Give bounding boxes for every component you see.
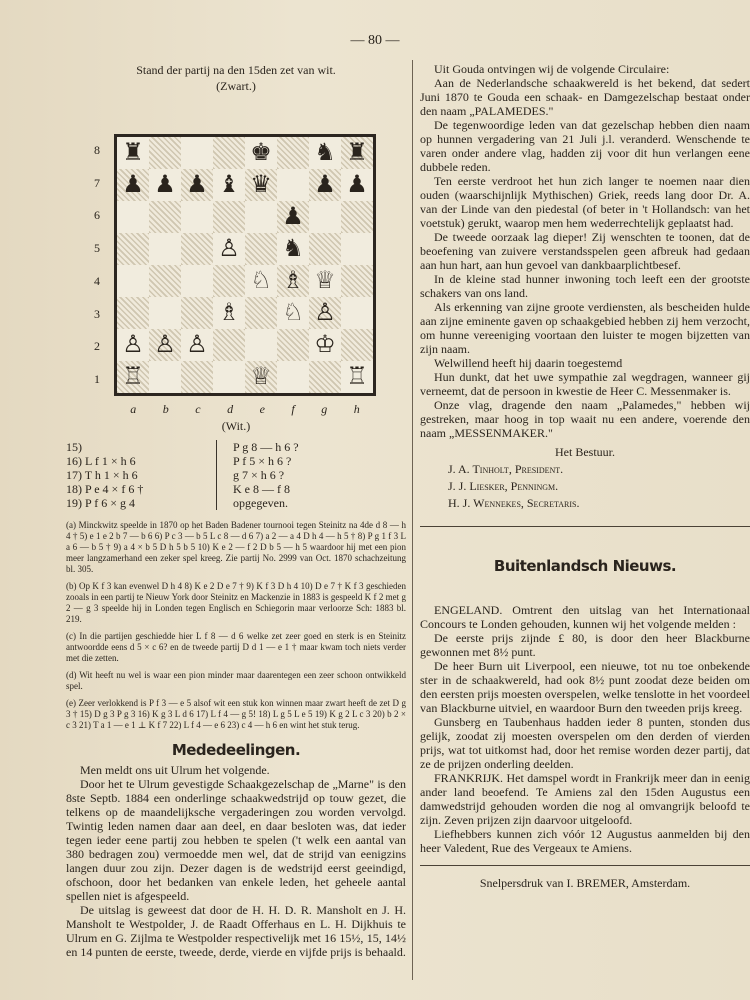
board-square: [277, 265, 309, 297]
chess-piece-icon: ♘: [282, 300, 304, 326]
printer-line: Snelpersdruk van I. BREMER, Amsterdam.: [479, 876, 691, 890]
chess-piece-icon: ♙: [154, 332, 176, 358]
board-square: [341, 361, 373, 393]
rank-label: 4: [94, 273, 100, 288]
board-square: [245, 169, 277, 201]
signature-block: [420, 444, 750, 512]
buitenland-paragraph: FRANKRIJK. Het damspel wordt in Frankrijk meer dan in eenig ander land beoefend. Te Amiens zal den 15den Augustus een damwedstrijd gehouden worden die nog al omvangrijk beloofd te zijn. Zeven prijzen zijn daarvoor uitgeloofd.: [420, 771, 750, 827]
board-square: [245, 233, 277, 265]
rank-label: 6: [94, 208, 100, 223]
chess-piece-icon: ♕: [314, 268, 336, 294]
chess-piece-icon: ♖: [346, 364, 368, 390]
board-square: [149, 361, 181, 393]
right-column: [420, 62, 750, 891]
board-square: [309, 169, 341, 201]
chess-piece-icon: ♕: [250, 364, 272, 390]
note-paragraph: (a) Minckwitz speelde in 1870 op het Baden Badener tournooi tegen Steinitz na 4de d 8 — h 4 † 5) e 1 e 2 b 7 — b 6 6) P c 3 — b 5 L c 8 — d 6 7) a 2 — a 4 D h 4 — h 5 † 8) P g 1 f 3 L a 6 — b 5 † 9) a 4 × b 5 D h 5 b 5 10) K e 2 — f 2 D b 5 — h 5 waardoor hij met een pion meer langzamerhand een zeker spel kreeg. Zie partij No. 2999 van Oct. 1870 schachzeitung bl. 305.: [66, 520, 406, 574]
board-square: [277, 169, 309, 201]
board-square: [117, 265, 149, 297]
gouda-paragraph: Aan de Nederlandsche schaakwereld is het bekend, dat sedert Juni 1870 te Gouda een schaak- en Damgezelschap bestaat onder den naam „PALAMEDES.": [420, 76, 750, 118]
buitenland-paragraph: De eerste prijs zijnde £ 80, is door den heer Blackburne gewonnen met 8½ punt.: [420, 631, 750, 659]
board-square: [245, 137, 277, 169]
board-square: [341, 265, 373, 297]
chess-piece-icon: ♟: [154, 172, 176, 198]
chess-piece-icon: ♔: [314, 332, 336, 358]
rank-label: 3: [94, 306, 100, 321]
board-square: [117, 329, 149, 361]
board-square: [117, 169, 149, 201]
black-move: P f 5 × h 6 ?: [233, 454, 292, 468]
black-move: opgegeven.: [233, 496, 288, 510]
board-square: [277, 297, 309, 329]
chess-piece-icon: ♙: [218, 236, 240, 262]
board-square: [213, 201, 245, 233]
board-square: [117, 137, 149, 169]
board-square: [213, 169, 245, 201]
note-paragraph: (b) Op K f 3 kan evenwel D h 4 8) K e 2 D e 7 † 9) K f 3 D h 4 10) D e 7 † K f 3 geschieden zooals in een partij te Nieuw York door Steinitz en Mackenzie in 1883 is gespeeld K f 2 met g 2 — g 3 speelde hij in Londen tegen Englisch en Schiegorin maar verloorze Sch: 1883 bl. 219.: [66, 581, 406, 624]
signatory-2: J. J. Liesker, Penningm.: [448, 479, 559, 493]
mededeelingen-paragraph: Men meldt ons uit Ulrum het volgende.: [80, 763, 270, 777]
column-divider: [412, 60, 413, 980]
board-square: [277, 329, 309, 361]
board-square: [149, 329, 181, 361]
white-move: 18) P e 4 × f 6 †: [66, 482, 144, 496]
chess-piece-icon: ♞: [314, 140, 336, 166]
gouda-paragraph: Welwillend heeft hij daarin toegestemd: [434, 356, 623, 370]
board-square: [309, 265, 341, 297]
file-label: e: [259, 402, 265, 416]
section-rule: [420, 526, 750, 527]
diagram-caption: Stand der partij na den 15den zet van wit.: [136, 63, 336, 77]
board-square: [341, 169, 373, 201]
white-label: (Wit.): [221, 419, 251, 433]
board-square: [149, 297, 181, 329]
gouda-paragraph: De tweede oorzaak lag dieper! Zij wenschten te toonen, dat de beoefening van zuivere verstandsspelen geen afbreuk had gedaan aan hun hart, aan hun gevoel van dankbaarplichtbesef.: [420, 230, 750, 272]
rank-label: 1: [94, 372, 100, 387]
file-label: c: [195, 402, 201, 416]
board-square: [149, 201, 181, 233]
note-paragraph: (d) Wit heeft nu wel is waar een pion minder maar daarentegen een zeer schoon ontwikkeld spel.: [66, 670, 406, 691]
signatory-3: H. J. Wennekes, Secretaris.: [448, 496, 580, 510]
chess-piece-icon: ♖: [122, 364, 144, 390]
gouda-paragraph: Onze vlag, dragende den naam „Palamedes," hebben wij gestreken, maar hoog in top waait nu een andere, voerende den naam „MESSENMAKER.": [420, 398, 750, 440]
gouda-paragraph: Uit Gouda ontvingen wij de volgende Circulaire:: [434, 62, 670, 76]
board-square: [309, 297, 341, 329]
black-move: K e 8 — f 8: [233, 482, 290, 496]
chess-piece-icon: ♟: [346, 172, 368, 198]
board-square: [149, 233, 181, 265]
gouda-paragraph: Hun dunkt, dat het uwe sympathie zal wegdragen, wanneer gij verneemt, dat de persoon in kwestie de Heer C. Messenmaker is.: [420, 370, 750, 398]
chess-board: [114, 134, 376, 396]
mededeelingen-body: [66, 763, 406, 959]
chess-piece-icon: ♜: [346, 140, 368, 166]
board-square: [277, 233, 309, 265]
board-square: [341, 137, 373, 169]
board-square: [277, 361, 309, 393]
board-square: [245, 297, 277, 329]
buitenland-body: [420, 603, 750, 855]
chess-piece-icon: ♟: [314, 172, 336, 198]
board-square: [213, 329, 245, 361]
rank-label: 5: [94, 241, 100, 256]
board-square: [149, 265, 181, 297]
chess-piece-icon: ♛: [250, 172, 272, 198]
chess-piece-icon: ♟: [122, 172, 144, 198]
white-move: 16) L f 1 × h 6: [66, 454, 136, 468]
white-move: 15): [66, 440, 82, 454]
gouda-circular: [420, 62, 750, 440]
file-label: a: [130, 402, 137, 416]
board-square: [309, 201, 341, 233]
chess-piece-icon: ♙: [122, 332, 144, 358]
rank-label: 7: [94, 175, 100, 190]
board-square: [181, 169, 213, 201]
white-move: 17) T h 1 × h 6: [66, 468, 138, 482]
file-labels: [117, 402, 373, 417]
board-square: [245, 201, 277, 233]
left-column: [66, 62, 406, 959]
board-square: [181, 329, 213, 361]
move-list: [66, 440, 406, 510]
board-square: [213, 297, 245, 329]
board-square: [213, 137, 245, 169]
buitenland-paragraph: De heer Burn uit Liverpool, een nieuwe, tot nu toe onbekende ster in de schaakwereld, had ook 8½ punt zoodat deze beiden om den eersten prijs moesten overspelen, welke tenslotte in het voordeel van Blackburne uitviel, en waardoor Burn den tweeden prijs kreeg.: [420, 659, 750, 715]
board-square: [277, 201, 309, 233]
mededeelingen-title: Mededeelingen.: [171, 741, 301, 759]
rank-label: 2: [94, 339, 100, 354]
file-label: g: [321, 402, 328, 416]
gouda-paragraph: Als erkenning van zijne groote verdiensten, als bescheiden hulde aan zijne eminente gaven op schaakgebied hebben zij hem verzocht, om hunne vereeniging voortaan den luister te mogen bijzetten van zijn naam.: [420, 300, 750, 356]
chess-piece-icon: ♗: [218, 300, 240, 326]
board-square: [181, 137, 213, 169]
board-square: [245, 329, 277, 361]
black-move: P g 8 — h 6 ?: [233, 440, 299, 454]
black-moves: [217, 440, 367, 510]
signatory-1: J. A. Tinholt, President.: [448, 462, 564, 476]
board-square: [341, 329, 373, 361]
board-square: [181, 201, 213, 233]
board-square: [181, 297, 213, 329]
black-label: (Zwart.): [216, 79, 256, 93]
board-square: [245, 361, 277, 393]
board-square: [149, 169, 181, 201]
footer-rule: [420, 865, 750, 866]
mededeelingen-paragraph: Door het te Ulrum gevestigde Schaakgezelschap de „Marne" is den 8ste Septb. 1884 een onderlinge schaakwedstrijd op touw gezet, die telkens op de maandelijksche vergaderingen zou worden vervolgd. Twintig leden namen daar aan deel, en daar besloten was, dat ieder tegen ieder eene partij zou hebben te spelen ('t welk een aantal van 380 bedragen zou) vermoedde men wel, dat de strijd van eenigzins langen duur zou zijn. Dezer dagen is de wedstrijd eerst geeindigd, ofschoon, door het bedanken van enkele leden, het geheele aantal spellen niet is afgespeeld.: [66, 777, 406, 903]
board-square: [309, 361, 341, 393]
chess-piece-icon: ♜: [122, 140, 144, 166]
buitenland-paragraph: Liefhebbers kunnen zich vóór 12 Augustus aanmelden bij den heer Valedent, Rue des Vergeaux te Amiens.: [420, 827, 750, 855]
chess-piece-icon: ♚: [250, 140, 272, 166]
board-square: [149, 137, 181, 169]
game-notes: [66, 520, 406, 731]
file-label: h: [353, 402, 360, 416]
board-square: [117, 297, 149, 329]
board-square: [309, 233, 341, 265]
board-square: [341, 201, 373, 233]
chess-piece-icon: ♟: [186, 172, 208, 198]
rank-label: 8: [94, 142, 100, 157]
board-square: [181, 233, 213, 265]
rank-labels: [94, 134, 108, 396]
chess-piece-icon: ♙: [186, 332, 208, 358]
chess-piece-icon: ♗: [282, 268, 304, 294]
file-label: d: [227, 402, 234, 416]
board-square: [277, 137, 309, 169]
board-square: [309, 329, 341, 361]
gouda-paragraph: Ten eerste verdroot het hun zich langer te noemen naar dien ouden (waarschijnlijk Mythischen) Griek, reeds lang door Dr. A. van der Linde van den piedestal (of beter in 't Hollandsch: van het voetstuk) gerukt, waarop men hem wederrechtelijk geplaatst had.: [420, 174, 750, 230]
gouda-paragraph: De tegenwoordige leden van dat gezelschap hebben dien naam op hunnen vergadering van 21 Juli j.l. veranderd. Wenschende te varen onder andere vlag, hadden zij voor dit hun verlangen eene dubbele reden.: [420, 118, 750, 174]
buitenland-paragraph: ENGELAND. Omtrent den uitslag van het Internationaal Concours te Londen gehouden, kunnen wij het volgende melden :: [420, 603, 750, 631]
white-moves: [66, 440, 216, 510]
page-number: — 80 —: [350, 33, 400, 48]
board-square: [117, 201, 149, 233]
chess-diagram: [66, 96, 406, 416]
board-square: [213, 233, 245, 265]
chess-piece-icon: ♞: [282, 236, 304, 262]
board-square: [181, 265, 213, 297]
board-square: [309, 137, 341, 169]
chess-piece-icon: ♘: [250, 268, 272, 294]
buitenland-paragraph: Gunsberg en Taubenhaus hadden ieder 8 punten, stonden dus gelijk, zoodat zij moesten overspelen om den derden of vierden prijs, wat tot uitkomst had, door het remise worden dezer partij, dat ze de prijzen onderling deelden.: [420, 715, 750, 771]
board-square: [341, 233, 373, 265]
buitenland-title: Buitenlandsch Nieuws.: [493, 557, 677, 575]
file-label: f: [291, 402, 295, 416]
note-paragraph: (e) Zeer verlokkend is P f 3 — e 5 alsof wit een stuk kon winnen maar zwart heeft de zet D g 3 † 15) D g 3 P g 3 16) K g 3 L d 6 17) L f 4 — g 5! 18) L g 5 L e 5 19) K g 2 L c 3 20) b 2 × c 3 21) T a 1 — e 1 ⊥ K f 7 22) L f 4 — e 6 23) c 4 — h 6 en wint het stuk terug.: [66, 698, 406, 730]
board-square: [117, 233, 149, 265]
signoff: Het Bestuur.: [555, 445, 615, 459]
chess-piece-icon: ♙: [314, 300, 336, 326]
gouda-paragraph: In de kleine stad hunner inwoning toch leeft een der grootste schakers van ons land.: [420, 272, 750, 300]
board-square: [341, 297, 373, 329]
board-square: [213, 361, 245, 393]
board-square: [213, 265, 245, 297]
file-label: b: [162, 402, 169, 416]
board-square: [245, 265, 277, 297]
board-square: [117, 361, 149, 393]
board-square: [181, 361, 213, 393]
chess-piece-icon: ♟: [282, 204, 304, 230]
white-move: 19) P f 6 × g 4: [66, 496, 135, 510]
note-paragraph: (c) In die partijen geschiedde hier L f 8 — d 6 welke zet zeer goed en sterk is en Steinitz antwoordde eens d 5 × c 6? en de tweede partij D d 1 — e 1 † maar kwam toch niets verder met die zetten.: [66, 631, 406, 663]
black-move: g 7 × h 6 ?: [233, 468, 285, 482]
mededeelingen-paragraph: De uitslag is geweest dat door de H. H. D. R. Mansholt en J. H. Mansholt te Westpolder, J. de Raadt Offerhaus en L. H. Dijkhuis te Ulrum en G. Zijlma te Westpolder respectivelijk met 16 15½, 15, 14½ en 14 punten de eerste, tweede, derde, vierde en vijfde prijs is behaald.: [66, 903, 406, 959]
chess-piece-icon: ♝: [218, 172, 240, 198]
